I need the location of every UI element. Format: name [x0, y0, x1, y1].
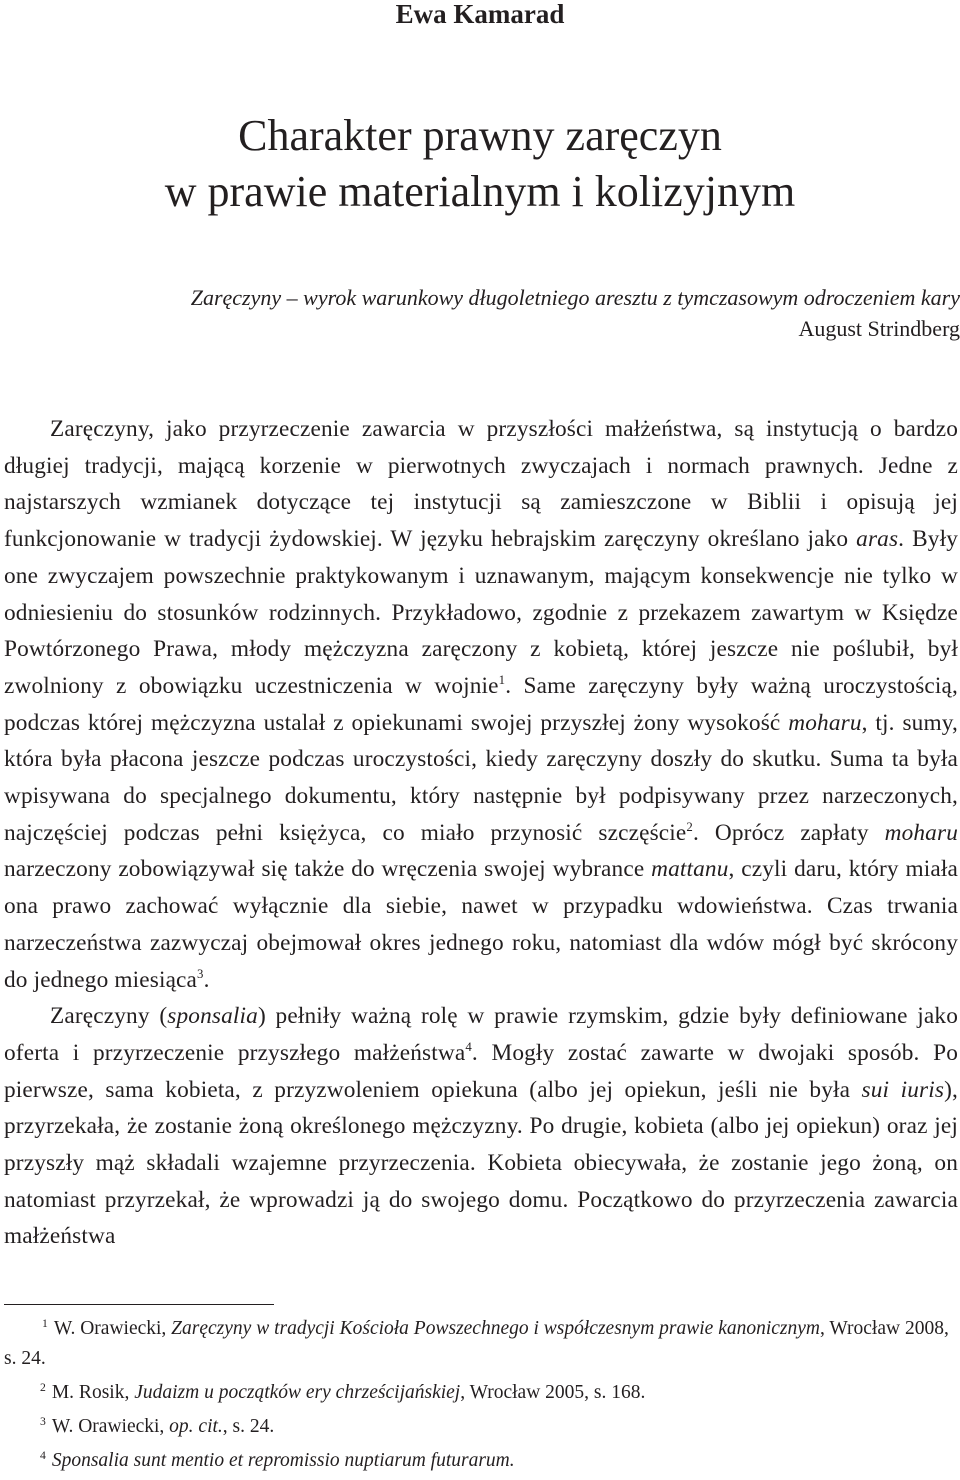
term-sui-iuris: sui iuris [861, 1076, 945, 1103]
term-aras: aras [856, 526, 899, 553]
footnote-text: , s. 24. [222, 1416, 275, 1437]
footnote-3 [4, 1412, 958, 1442]
text-run: , tj. sumy, która była płacona jeszcze podczas uroczystości, kiedy zaręczyny doszły do skutku. Suma ta była wpisywana do specjalnego dokumentu, który następnie był podpisywany przez narzeczonych, najczęściej podczas pełni księżyca, co miało przynosić szczęście [4, 709, 959, 846]
paragraph-2 [4, 998, 958, 1255]
text-run: . Były one zwyczajem powszechnie praktykowanym i uznawanym, mającym konsekwencje nie tylko w odniesieniu do stosunków rodzinnych. Przykładowo, zgodnie z przekazem zawartym w Księdze Powtórzonego Prawa, młody mężczyzna zaręczony z kobietą, której jeszcze nie poślubił, był zwolniony z obowiązku uczestniczenia w wojnie [4, 526, 958, 699]
text-run: . Same zaręczyny były ważną uroczystością, podczas której mężczyzna ustalał z opiekunami swojej przyszłej żony wysokość [4, 672, 959, 736]
text-run: Zaręczyny ( [50, 1003, 168, 1030]
body-text [4, 411, 958, 1255]
footnote-text: M. Rosik, [51, 1382, 135, 1403]
term-mattanu: mattanu [651, 856, 729, 883]
title-line-1: Charakter prawny zaręczyn [238, 111, 722, 160]
text-run: ), przyrzekała, że zostanie żoną określonego mężczyzny. Po drugie, kobieta (albo jej opiekun) oraz jej przyszły mąż składali wzajemne przyrzeczenia. Kobieta obiecywała, że zostanie jego żoną, on natomiast przyrzekał, że wprowadzi ją do swojego domu. Początkowo do przyrzeczenia zawarcia małżeństwa [4, 1076, 958, 1250]
term-sponsalia: sponsalia [167, 1003, 258, 1030]
paragraph-1 [4, 411, 958, 998]
footnote-2 [4, 1378, 958, 1408]
article-title [0, 108, 960, 220]
footnote-text: W. Orawiecki, [53, 1318, 172, 1339]
footnote-ref-4[interactable]: 4 [465, 1040, 472, 1055]
footnote-4 [4, 1446, 958, 1476]
footnote-1 [4, 1314, 958, 1374]
term-moharu: moharu [788, 709, 862, 736]
footnote-text: W. Orawiecki, [51, 1416, 170, 1437]
text-run: . Oprócz zapłaty [692, 819, 885, 846]
epigraph-quote: Zaręczyny – wyrok warunkowy długoletniego aresztu z tymczasowym odroczeniem kary [190, 285, 960, 310]
text-run: . [203, 966, 210, 993]
text-run: Zaręczyny, jako przyrzeczenie zawarcia w przyszłości małżeństwa, są instytucją o bardzo długiej tradycji, mającą korzenie w pierwotnych zwyczajach i normach prawnych. Jedne z najstarszych wzmianek dotyczące tej instytucji są zamieszczone w Biblii i opisują jej funkcjonowanie w tradycji żydowskiej. W języku hebrajskim zaręczyny określano jako [4, 416, 958, 553]
footnote-title: Judaizm u początków ery chrześcijańskiej [134, 1382, 461, 1403]
footnotes [4, 1314, 958, 1480]
footnote-title: Sponsalia sunt mentio et repromissio nuptiarum futurarum. [51, 1450, 515, 1471]
footnote-title: Zaręczyny w tradycji Kościoła Powszechnego i współczesnym prawie kanonicznym [171, 1318, 820, 1339]
footnote-separator [4, 1304, 274, 1305]
epigraph [60, 283, 960, 344]
footnote-ref-2[interactable]: 2 [686, 819, 693, 834]
footnote-number: 2 [40, 1380, 46, 1394]
epigraph-source: August Strindberg [798, 316, 960, 341]
text-run: narzeczony zobowiązywał się także do wręczenia swojej wybrance [4, 856, 652, 883]
footnote-number: 4 [40, 1448, 46, 1462]
text-run: . Mogły zostać zawarte w dwojaki sposób. Po pierwsze, sama kobieta, z przyzwoleniem opiekuna (albo jej opiekun, jeśli nie była [4, 1039, 958, 1103]
footnote-ref-1[interactable]: 1 [498, 673, 506, 688]
text-run: ) pełniły ważną rolę w prawie rzymskim, gdzie były definiowane jako oferta i przyrzeczenie przyszłego małżeństwa [4, 1003, 959, 1066]
title-line-2: w prawie materialnym i kolizyjnym [164, 167, 796, 216]
footnote-text: , Wrocław 2005, s. 168. [460, 1382, 646, 1403]
footnote-title: op. cit. [169, 1416, 223, 1437]
footnote-ref-3[interactable]: 3 [197, 966, 204, 981]
footnote-text: , Wrocław 2008, s. 24. [4, 1318, 949, 1369]
footnote-number: 3 [40, 1414, 46, 1428]
term-moharu: moharu [884, 819, 958, 846]
author-name: Ewa Kamarad [395, 0, 565, 29]
footnote-number: 1 [42, 1316, 48, 1330]
text-run: , czyli daru, który miała ona prawo zachować wyłącznie dla siebie, nawet w przypadku wdowieństwa. Czas trwania narzeczeństwa zazwyczaj obejmował okres jednego roku, natomiast dla wdów mógł być skrócony do jednego miesiąca [4, 856, 958, 993]
